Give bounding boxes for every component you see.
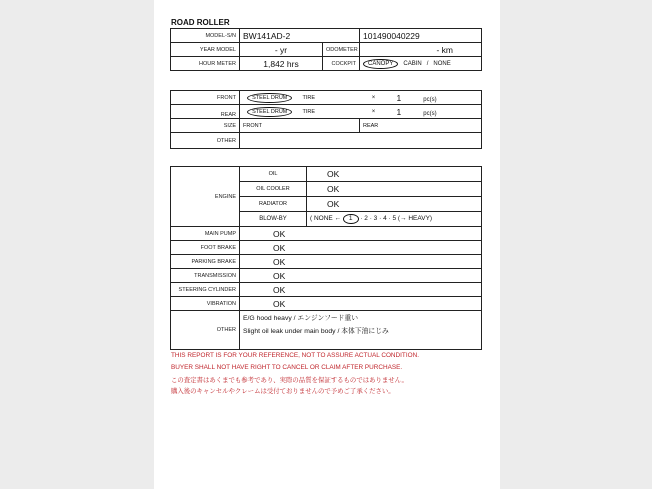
main-pump-label: MAIN PUMP (171, 227, 240, 241)
rear-qty-cell (388, 105, 482, 119)
report-page (154, 0, 500, 489)
transmission-row (171, 269, 482, 283)
foot-brake-row (171, 241, 482, 255)
cockpit-cabin: CABIN (403, 60, 422, 67)
vibration-label: VIBRATION (171, 297, 240, 311)
rear-unit: pc(s) (423, 110, 437, 117)
size-label: SIZE (171, 119, 240, 133)
front-tire: TIRE (300, 91, 360, 105)
rear-label: REAR (171, 105, 240, 119)
year-value: - yr (240, 43, 323, 57)
oil-cooler-value: OK (307, 182, 482, 197)
model-row (171, 29, 482, 43)
front-unit: pc(s) (423, 96, 437, 103)
disclaimer-line-3: この査定書はあくまでも参考であり、実際の品質を保証するものではありません。 (171, 377, 408, 384)
main-pump-row (171, 227, 482, 241)
inspection-table (170, 166, 482, 350)
general-info-table (170, 28, 482, 71)
engine-label: ENGINE (171, 167, 240, 227)
front-qty: 1 (396, 92, 402, 103)
front-label: FRONT (171, 91, 240, 105)
steering-row (171, 283, 482, 297)
size-front: FRONT (240, 119, 360, 133)
foot-brake-value: OK (240, 241, 482, 255)
model-label: MODEL-S/N (171, 29, 240, 43)
radiator-label: RADIATOR (240, 197, 307, 212)
cockpit-selected: CANOPY (363, 59, 398, 69)
oil-cooler-label: OIL COOLER (240, 182, 307, 197)
front-type-selected: STEEL DRUM (247, 93, 292, 103)
wheels-other-value (240, 133, 482, 149)
oil-label: OIL (240, 167, 307, 182)
document-title: ROAD ROLLER (171, 18, 230, 27)
inspection-other-label: OTHER (171, 311, 240, 350)
parking-brake-label: PARKING BRAKE (171, 255, 240, 269)
front-qty-cell (388, 91, 482, 105)
rear-tire: TIRE (300, 105, 360, 119)
rear-type (240, 105, 300, 119)
transmission-value: OK (240, 269, 482, 283)
other-note-2: Slight oil leak under main body / 本体下油にじみ (243, 328, 389, 335)
cockpit-none: NONE (433, 60, 451, 67)
wheels-other-label: OTHER (171, 133, 240, 149)
rear-qty: 1 (396, 106, 402, 117)
front-times: × (360, 91, 388, 105)
cockpit-label: COCKPIT (323, 57, 360, 71)
disclaimer-line-4: 購入後のキャンセルやクレームは受付ておりませんので予めご了承ください。 (171, 388, 395, 395)
disclaimer-line-1: THIS REPORT IS FOR YOUR REFERENCE, NOT TO ASSURE ACTUAL CONDITION. (171, 352, 419, 359)
blowby-label: BLOW-BY (240, 212, 307, 227)
other-note-1: E/G hood heavy / エンジンフード重い (243, 315, 359, 322)
odometer-value: - km (360, 43, 482, 57)
year-row (171, 43, 482, 57)
front-type (240, 91, 300, 105)
cockpit-slash: / (426, 60, 429, 67)
cockpit-options (360, 57, 482, 71)
parking-brake-row (171, 255, 482, 269)
oil-value: OK (307, 167, 482, 182)
blowby-none: ( NONE ← (310, 215, 342, 222)
vibration-value: OK (240, 297, 482, 311)
steering-label: STEERING CYLINDER (171, 283, 240, 297)
hour-label: HOUR METER (171, 57, 240, 71)
serial-value: 101490040229 (360, 29, 482, 43)
size-rear: REAR (360, 119, 482, 133)
radiator-value: OK (307, 197, 482, 212)
transmission-label: TRANSMISSION (171, 269, 240, 283)
blowby-scale (307, 212, 482, 227)
wheels-other-row (171, 133, 482, 149)
main-pump-value: OK (240, 227, 482, 241)
year-label: YEAR MODEL (171, 43, 240, 57)
rear-row (171, 105, 482, 119)
foot-brake-label: FOOT BRAKE (171, 241, 240, 255)
rear-times: × (360, 105, 388, 119)
hour-row (171, 57, 482, 71)
steering-value: OK (240, 283, 482, 297)
blowby-selected: 1 (343, 214, 359, 224)
odometer-label: ODOMETER (323, 43, 360, 57)
blowby-rest: · 2 · 3 · 4 · 5 (→ HEAVY) (360, 215, 433, 222)
rear-type-selected: STEEL DRUM (247, 107, 292, 117)
hour-value: 1,842 hrs (240, 57, 323, 71)
size-row (171, 119, 482, 133)
inspection-other-notes (240, 311, 482, 350)
model-value: BW141AD-2 (240, 29, 360, 43)
vibration-row (171, 297, 482, 311)
inspection-other-row (171, 311, 482, 350)
parking-brake-value: OK (240, 255, 482, 269)
oil-row (171, 167, 482, 182)
front-row (171, 91, 482, 105)
disclaimer-line-2: BUYER SHALL NOT HAVE RIGHT TO CANCEL OR CLAIM AFTER PURCHASE. (171, 364, 403, 371)
wheels-table (170, 90, 482, 149)
